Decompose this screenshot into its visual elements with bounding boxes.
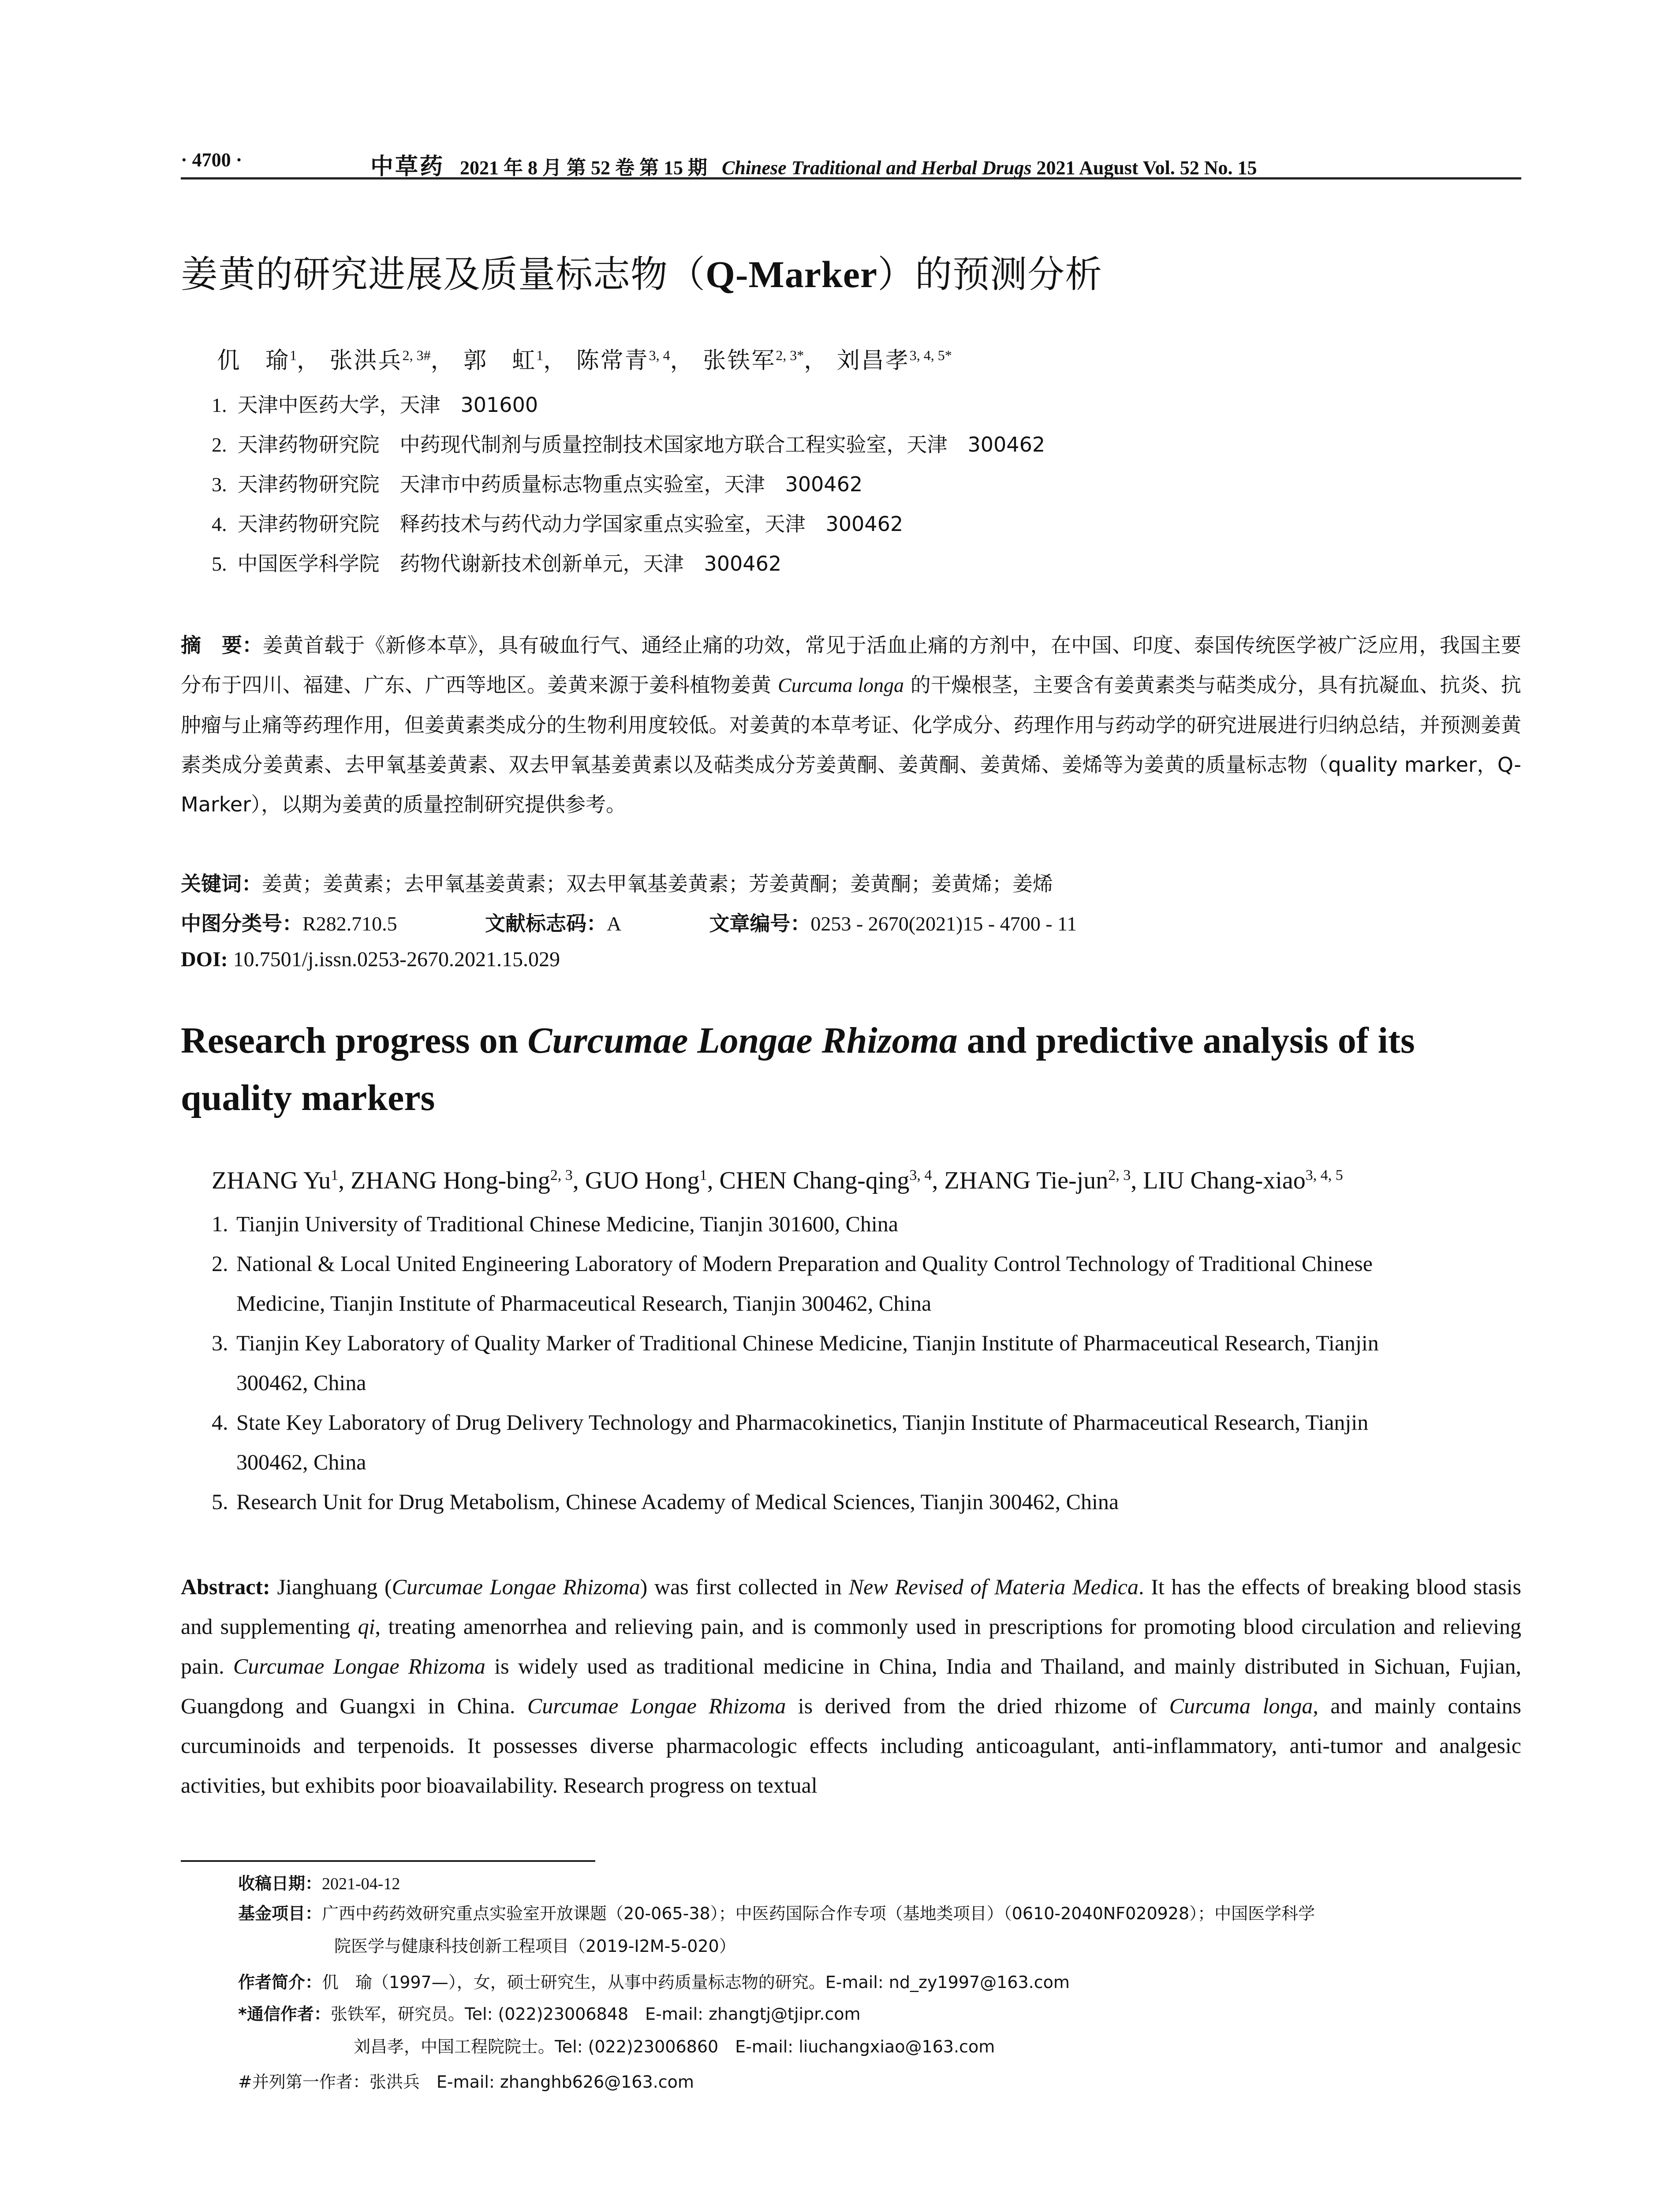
author-name: ZHANG Hong-bing — [351, 1167, 550, 1194]
affiliation-en — [212, 1204, 1521, 1244]
abstract-en-italic: Curcuma longa — [1169, 1693, 1313, 1718]
author-affil: 2, 3 — [1108, 1167, 1131, 1184]
author-name: ZHANG Tie-jun — [944, 1167, 1109, 1194]
doi-label: DOI: — [181, 948, 228, 971]
affiliation-cn — [212, 429, 1045, 458]
author-affil: 3, 4 — [909, 1167, 932, 1184]
journal-info — [370, 148, 1257, 181]
author-affil: 3, 4, 5 — [1305, 1167, 1343, 1184]
affiliation-cn — [212, 468, 862, 497]
affiliation-en — [212, 1402, 1521, 1482]
affiliation-en — [212, 1323, 1521, 1402]
affiliation-cn — [212, 389, 538, 418]
author-affil: 2, 3* — [776, 347, 804, 363]
affil-num: 2. — [212, 434, 227, 456]
affil-num: 5. — [212, 1489, 228, 1514]
affil-text: 300462, China — [236, 1450, 366, 1474]
affil-text: 天津药物研究院 释药技术与药代动力学国家重点实验室，天津 300462 — [237, 512, 903, 536]
abstract-en-italic: New Revised of Materia Medica — [848, 1574, 1139, 1599]
author-bio — [238, 1969, 1070, 1993]
affiliation-en — [212, 1244, 1521, 1323]
abstract-cn-label: 摘 要： — [181, 633, 263, 657]
affil-num: 3. — [212, 473, 227, 496]
abstract-en-italic: Curcumae Longae Rhizoma — [392, 1574, 640, 1599]
corr-label: *通信作者： — [238, 2004, 331, 2024]
title-cn-part: ）的预测分析 — [877, 253, 1103, 296]
authors-cn: 仉 瑜$^1$， 张洪兵$^{2, 3\#}$， 郭 虹$^1$， 陈常青$^{3, 4}$， 张铁军$^{2, 3*}$， 刘昌孝$^{3, 4, 5*}$ — [217, 347, 952, 374]
author-name: 陈常青 — [576, 348, 649, 374]
author-affil: 1 — [699, 1167, 707, 1184]
authors-en: ZHANG Yu$^1$, ZHANG Hong-bing$^{2, 3}$, GUO Hong$^1$, CHEN Chang-qing$^{3, 4}$, ZHANG Tie-jun$^{2, 3}$, LIU Chang-xiao$^{3, 4, 5}$ — [212, 1167, 1343, 1194]
author-affil: 3, 4, 5* — [909, 347, 952, 363]
affil-num: 1. — [212, 394, 227, 416]
title-en-part: Research progress on — [181, 1020, 528, 1061]
author-affil: 1 — [290, 347, 297, 363]
corr-text: 刘昌孝，中国工程院院士。Tel: (022)23006860 E-mail: liuchangxiao@163.com — [354, 2037, 995, 2056]
author-name: GUO Hong — [585, 1167, 700, 1194]
affil-text: State Key Laboratory of Drug Delivery Technology and Pharmacokinetics, Tianjin Institute of Pharmaceutical Research, Tianjin — [236, 1410, 1369, 1435]
abstract-cn-text: 姜黄首载于《新修本草》，具有破血行气、通经止痛的功效，常见于活血止痛的方剂中，在中国、印度、泰国传统医学被广泛应用，我国主要分布于四川、福建、广东、广西等地区。姜黄来源于姜科植物姜黄 — [181, 633, 1522, 697]
title-en — [181, 1012, 1521, 1127]
author-name: 郭 虹 — [463, 348, 537, 374]
classification-line — [181, 908, 1077, 937]
affil-num: 3. — [212, 1330, 228, 1355]
author-name: LIU Chang-xiao — [1143, 1167, 1306, 1194]
doi-line — [181, 947, 560, 972]
title-cn-part: 姜黄的研究进展及质量标志物（ — [181, 253, 706, 296]
author-affil: 1 — [331, 1167, 339, 1184]
author-bio-label: 作者简介： — [238, 1973, 322, 1992]
author-affil: 1 — [536, 347, 544, 363]
footnote-rule — [181, 1860, 595, 1862]
abstract-en-text: Jianghuang ( — [270, 1574, 392, 1599]
affil-text: Tianjin Key Laboratory of Quality Marker of Traditional Chinese Medicine, Tianjin Institute of Pharmaceutical Research, Tianjin — [236, 1330, 1379, 1355]
affil-text: 300462, China — [236, 1370, 366, 1395]
affil-text: 天津药物研究院 中药现代制剂与质量控制技术国家地方联合工程实验室，天津 300462 — [237, 433, 1045, 456]
abstract-cn — [181, 625, 1521, 824]
clc-value: R282.710.5 — [302, 912, 397, 935]
corr-text: 张铁军，研究员。Tel: (022)23006848 E-mail: zhangtj@tjipr.com — [330, 2004, 861, 2024]
issue-en: 2021 August Vol. 52 No. 15 — [1036, 157, 1257, 179]
abstract-en-label: Abstract: — [181, 1574, 270, 1599]
abstract-en-text: , and mainly contains curcuminoids and terpenoids. It possesses diverse pharmacologic effects including anticoagulant, anti-inflammatory, anti-tumor and analgesic activities, but exhibits poor bioavailability. Research progress on textual — [181, 1693, 1521, 1798]
clc-label: 中图分类号： — [181, 912, 302, 935]
header-rule — [181, 177, 1521, 179]
author-name: ZHANG Yu — [212, 1167, 331, 1194]
author-name: 张铁军 — [703, 348, 776, 374]
abstract-cn-italic: Curcuma longa — [778, 674, 904, 696]
keywords-label: 关键词： — [181, 872, 262, 896]
title-cn — [181, 245, 1102, 298]
title-en-italic: Curcumae Longae Rhizoma — [527, 1020, 958, 1061]
affil-text: 中国医学科学院 药物代谢新技术创新单元，天津 300462 — [237, 552, 782, 576]
abstract-en-italic: Curcumae Longae Rhizoma — [233, 1654, 485, 1678]
abstract-en-text: . It has the effects of breaking blood stasis and supplementing — [181, 1574, 1521, 1639]
affiliation-cn — [212, 548, 781, 577]
doi-value: 10.7501/j.issn.0253-2670.2021.15.029 — [233, 948, 560, 971]
affil-num: 1. — [212, 1211, 228, 1236]
affil-num: 4. — [212, 1410, 228, 1435]
received-label: 收稿日期： — [238, 1874, 322, 1893]
affil-num: 5. — [212, 553, 227, 575]
keywords-text: 姜黄；姜黄素；去甲氧基姜黄素；双去甲氧基姜黄素；芳姜黄酮；姜黄酮；姜黄烯；姜烯 — [262, 872, 1053, 896]
received-value: 2021-04-12 — [322, 1875, 400, 1893]
author-affil: 3, 4 — [649, 347, 670, 363]
author-affil: 2, 3# — [402, 347, 431, 363]
article-no-value: 0253 - 2670(2021)15 - 4700 - 11 — [810, 912, 1077, 935]
fund-label: 基金项目： — [238, 1904, 322, 1923]
affil-text: Tianjin University of Traditional Chinese Medicine, Tianjin 301600, China — [236, 1211, 898, 1236]
affil-text: 天津药物研究院 天津市中药质量标志物重点实验室，天津 300462 — [237, 472, 863, 496]
journal-name-cn: 中草药 — [370, 154, 445, 179]
affil-text: 天津中医药大学，天津 301600 — [237, 393, 538, 417]
keywords-cn — [181, 868, 1053, 897]
affil-text: Research Unit for Drug Metabolism, Chinese Academy of Medical Sciences, Tianjin 300462, China — [236, 1489, 1119, 1514]
author-name: 刘昌孝 — [836, 348, 910, 374]
title-cn-bold: Q-Marker — [706, 253, 878, 295]
abstract-en — [181, 1567, 1521, 1805]
article-no-label: 文章编号： — [709, 912, 811, 935]
affil-text: Medicine, Tianjin Institute of Pharmaceutical Research, Tianjin 300462, China — [236, 1291, 932, 1316]
abstract-en-text: ) was first collected in — [640, 1574, 849, 1599]
doc-code-value: A — [606, 912, 622, 935]
co-first-text: #并列第一作者：张洪兵 E-mail: zhanghb626@163.com — [238, 2072, 694, 2092]
abstract-en-italic: Curcumae Longae Rhizoma — [527, 1693, 786, 1718]
journal-name-en: Chinese Traditional and Herbal Drugs — [722, 157, 1032, 179]
page-number: · 4700 · — [181, 149, 243, 171]
author-affil: 2, 3 — [550, 1167, 573, 1184]
fund-project — [238, 1897, 1521, 1962]
issue-cn: 2021 年 8 月 第 52 卷 第 15 期 — [460, 157, 708, 179]
author-bio-text: 仉 瑜（1997—），女，硕士研究生，从事中药质量标志物的研究。E-mail: nd_zy1997@163.com — [322, 1973, 1070, 1992]
title-en-part: and predictive analysis of its quality markers — [181, 1020, 1415, 1118]
abstract-cn-text: 的干燥根茎，主要含有姜黄素类与萜类成分，具有抗凝血、抗炎、抗肿瘤与止痛等药理作用，但姜黄素类成分的生物利用度较低。对姜黄的本草考证、化学成分、药理作用与药动学的研究进展进行归纳总结，并预测姜黄素类成分姜黄素、去甲氧基姜黄素、双去甲氧基姜黄素以及萜类成分芳姜黄酮、姜黄酮、姜黄烯、姜烯等为姜黄的质量标志物（quality marker，Q-Marker），以期为姜黄的质量控制研究提供参考。 — [181, 673, 1522, 816]
author-name: CHEN Chang-qing — [719, 1167, 910, 1194]
received-date — [238, 1870, 400, 1894]
abstract-en-italic: qi — [358, 1614, 375, 1639]
corresponding-author — [238, 1998, 1521, 2063]
affiliation-cn — [212, 508, 903, 537]
author-name: 仉 瑜 — [217, 348, 290, 374]
co-first-author — [238, 2068, 694, 2093]
affil-num: 2. — [212, 1251, 228, 1276]
affil-text: National & Local United Engineering Laboratory of Modern Preparation and Quality Control Technology of Traditional Chinese — [236, 1251, 1373, 1276]
abstract-en-text: , treating amenorrhea and relieving pain, and is commonly used in prescriptions for promoting blood circulation and relieving pain. — [181, 1614, 1521, 1678]
affiliation-en — [212, 1482, 1521, 1521]
doc-code-label: 文献标志码： — [485, 912, 607, 935]
abstract-en-text: is derived from the dried rhizome of — [786, 1693, 1169, 1718]
author-name: 张洪兵 — [329, 348, 403, 374]
affil-num: 4. — [212, 513, 227, 535]
abstract-en-text: is widely used as traditional medicine in China, India and Thailand, and mainly distributed in Sichuan, Fujian, Guangdong and Guangxi in China. — [181, 1654, 1521, 1718]
running-header — [181, 143, 1521, 179]
fund-text: 广西中药药效研究重点实验室开放课题（20-065-38）；中医药国际合作专项（基地类项目）（0610-2040NF020928）；中国医学科学 — [322, 1904, 1315, 1923]
fund-text: 院医学与健康科技创新工程项目（2019-I2M-5-020） — [334, 1936, 736, 1956]
